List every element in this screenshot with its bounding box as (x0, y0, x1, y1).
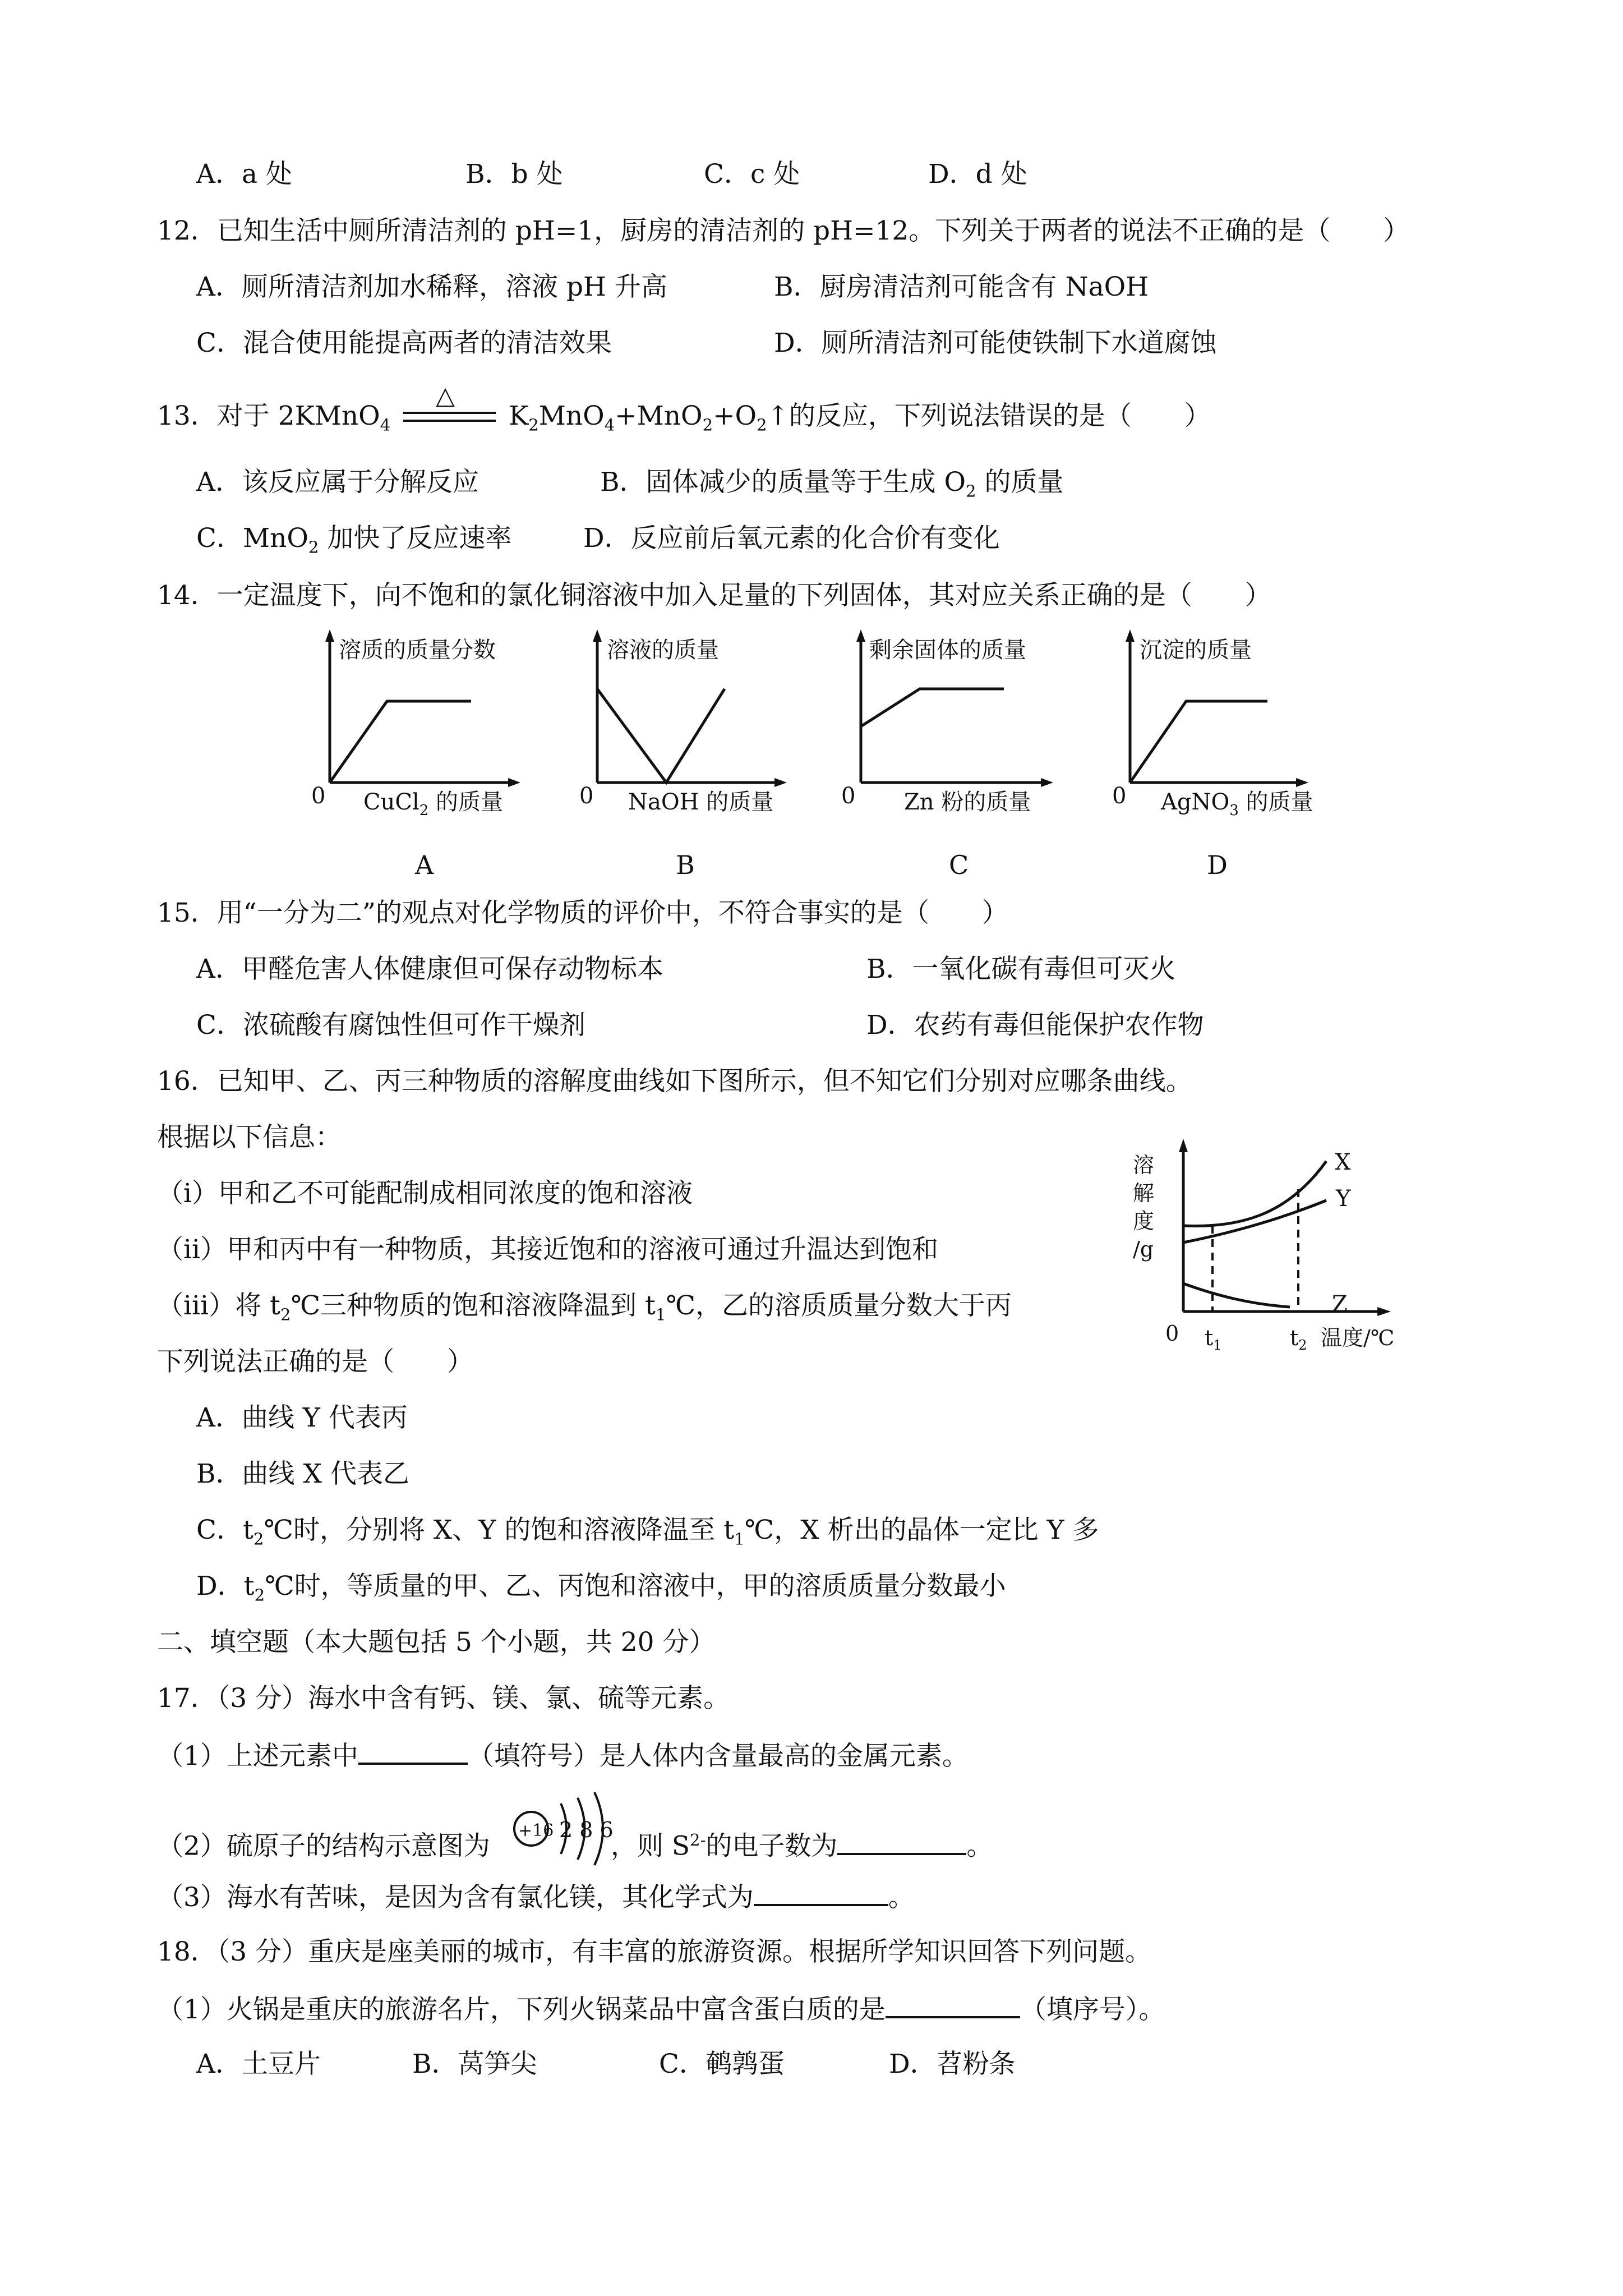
graph-b-curve (597, 689, 725, 783)
q18-option-d: D．苕粉条 (889, 2049, 1016, 2079)
q13-tail: ↑的反应，下列说法错误的是（ ） (767, 401, 1211, 431)
solubility-x-arrow (1377, 1307, 1391, 1316)
q17-part-3: （3）海水有苦味，是因为含有氯化镁，其化学式为 。 (157, 1879, 915, 1915)
q13-option-b: B．固体减少的质量等于生成 $O_2$ 的质量 (600, 467, 1064, 501)
graph-d-x-arrow (1296, 778, 1308, 787)
q16-info-2: （ⅱ）甲和丙中有一种物质，其接近饱和的溶液可通过升温达到饱和 (157, 1234, 939, 1265)
curve-z (1183, 1283, 1290, 1307)
q17-blank-3[interactable] (754, 1879, 888, 1906)
q11-option-d: D．d 处 (928, 159, 1027, 190)
atom-shell-electrons: 2 8 6 (559, 1818, 614, 1842)
graph-a-x-arrow (508, 778, 520, 787)
graph-d-curve (1130, 701, 1267, 783)
q18-option-b: B．莴笋尖 (412, 2049, 537, 2079)
q12-stem: 12．已知生活中厕所清洁剂的 pH=1，厨房的清洁剂的 pH=12。下列关于两者的说法不正确的是（ ） (157, 215, 1410, 246)
q13-arrow (403, 381, 496, 432)
solubility-ylabel-4: /g (1133, 1237, 1154, 1262)
q16-option-b: B．曲线 X 代表乙 (196, 1458, 409, 1489)
graph-b-xlabel: NaOH 的质量 (628, 789, 774, 815)
q14-graph-a (311, 629, 520, 819)
q13-lhs: 13．对于 2KMnO (157, 401, 380, 431)
curve-y-label: Y (1336, 1186, 1351, 1212)
graph-a-y-arrow (325, 629, 334, 642)
q13-option-c: C．MnO$_2$ 加快了反应速率 (196, 523, 512, 557)
q12-option-a: A．厕所清洁剂加水稀释，溶液 pH 升高 (196, 272, 667, 302)
graph-d-xlabel: AgNO$_3$ 的质量 (1161, 789, 1313, 819)
q16-solubility-graph (1133, 1133, 1424, 1369)
tick-t2: $t_2$ (1290, 1326, 1307, 1353)
atom-nucleus-label: +16 (518, 1821, 554, 1841)
q17-stem: 17．（3 分）海水中含有钙、镁、氯、硫等元素。 (157, 1683, 730, 1714)
q13-lhs-sub: 4 (380, 415, 391, 435)
curve-z-label: Z (1332, 1291, 1348, 1317)
q11-option-a: A．a 处 (196, 159, 292, 190)
graph-a-curve (330, 701, 471, 783)
graph-b-letter: B (676, 850, 695, 880)
graph-a-origin: 0 (311, 783, 326, 809)
graph-c-ylabel: 剩余固体的质量 (869, 637, 1026, 663)
q18-part-1: （1）火锅是重庆的旅游名片，下列火锅菜品中富含蛋白质的是 （填序号）。 (157, 1991, 1165, 2027)
q17-part-2: （2）硫原子的结构示意图为 ，则 $S^{2-}$的电子数为 。 (157, 1823, 993, 1864)
q12-option-c: C．混合使用能提高两者的清洁效果 (196, 328, 612, 358)
solubility-ylabel-2: 解 (1133, 1181, 1155, 1205)
graph-b-origin: 0 (579, 783, 594, 809)
graph-c-y-arrow (856, 629, 865, 642)
q16-ask: 下列说法正确的是（ ） (157, 1346, 473, 1377)
q15-option-b: B．一氧化碳有毒但可灭火 (866, 954, 1176, 984)
q11-option-b: B．b 处 (465, 159, 563, 190)
q13-heat-symbol: △ (436, 381, 455, 410)
q15-option-a: A．甲醛危害人体健康但可保存动物标本 (196, 954, 663, 984)
q18-stem: 18．（3 分）重庆是座美丽的城市，有丰富的旅游资源。根据所学知识回答下列问题。 (157, 1936, 1152, 1967)
q13-stem (157, 381, 1211, 441)
q15-stem: 15．用“一分为二”的观点对化学物质的评价中，不符合事实的是（ ） (157, 898, 1008, 928)
q16-stem: 16．已知甲、乙、丙三种物质的溶解度曲线如下图所示，但不知它们分别对应哪条曲线。 (157, 1066, 1192, 1097)
q14-graph-b (579, 629, 787, 815)
q12-option-b: B．厨房清洁剂可能含有 NaOH (774, 272, 1149, 302)
solubility-ylabel-3: 度 (1133, 1209, 1155, 1234)
graph-b-x-arrow (774, 778, 787, 787)
curve-x-label: X (1335, 1149, 1351, 1175)
graph-b-ylabel: 溶液的质量 (607, 637, 719, 663)
graph-a-letter: A (415, 850, 434, 880)
q15-option-c: C．浓硫酸有腐蚀性但可作干燥剂 (196, 1010, 585, 1041)
graph-b-y-arrow (593, 629, 602, 642)
graph-d-origin: 0 (1112, 783, 1127, 809)
q13-rhs: $K_2MnO_4+MnO_2+O_2$ (509, 401, 767, 435)
curve-x (1183, 1161, 1326, 1226)
q13-option-d: D．反应前后氧元素的化合价有变化 (583, 523, 1000, 554)
graph-c-origin: 0 (841, 783, 856, 809)
graph-c-curve (861, 689, 1004, 726)
solubility-ylabel-1: 溶 (1133, 1153, 1155, 1177)
graph-d-y-arrow (1126, 629, 1135, 642)
q17-blank-2[interactable] (837, 1828, 966, 1855)
q17-part-1: （1）上述元素中 （填符号）是人体内含量最高的金属元素。 (157, 1738, 969, 1773)
q18-option-a: A．土豆片 (196, 2049, 321, 2079)
graph-d-ylabel: 沉淀的质量 (1140, 637, 1252, 663)
solubility-xlabel: 温度/℃ (1321, 1326, 1395, 1350)
solubility-origin: 0 (1165, 1321, 1179, 1346)
q16-option-c: C．$t_2℃$时，分别将 X、Y 的饱和溶液降温至 $t_1℃$，X 析出的晶体一定比 Y 多 (196, 1515, 1099, 1549)
q12-option-d: D．厕所清洁剂可能使铁制下水道腐蚀 (774, 328, 1217, 358)
q16-option-a: A．曲线 Y 代表丙 (196, 1402, 408, 1433)
q14-stem: 14．一定温度下，向不饱和的氯化铜溶液中加入足量的下列固体，其对应关系正确的是（ ） (157, 580, 1271, 611)
graph-d-letter: D (1207, 850, 1228, 880)
q15-option-d: D．农药有毒但能保护农作物 (866, 1010, 1204, 1041)
q13-equals-line-1 (403, 412, 496, 414)
q14-graph-d (1112, 629, 1313, 819)
curve-y (1183, 1200, 1326, 1243)
q16-option-d: D．$t_2℃$时，等质量的甲、乙、丙饱和溶液中，甲的溶质质量分数最小 (196, 1571, 1006, 1605)
q16-intro: 根据以下信息： (157, 1122, 342, 1153)
tick-t1: $t_1$ (1205, 1326, 1222, 1353)
graph-a-ylabel: 溶质的质量分数 (339, 637, 496, 663)
q16-info-1: （ⅰ）甲和乙不可能配制成相同浓度的饱和溶液 (157, 1178, 693, 1209)
solubility-y-arrow (1179, 1139, 1188, 1152)
q16-info-3: （ⅲ）将 $t_2℃$三种物质的饱和溶液降温到 $t_1℃$，乙的溶质质量分数大于丙 (157, 1290, 1012, 1324)
q14-graph-c (841, 629, 1053, 815)
graph-c-x-arrow (1041, 778, 1053, 787)
q13-option-a: A．该反应属于分解反应 (196, 467, 479, 498)
q18-option-c: C．鹌鹑蛋 (659, 2049, 785, 2079)
graph-a-xlabel: CuCl$_2$ 的质量 (363, 789, 504, 819)
q13-equals-line-2 (403, 420, 496, 422)
q18-blank-1[interactable] (886, 1991, 1020, 2018)
section-2-title: 二、填空题（本大题包括 5 个小题，共 20 分） (157, 1627, 716, 1658)
graph-c-xlabel: Zn 粉的质量 (904, 789, 1031, 815)
q11-option-c: C．c 处 (704, 159, 800, 190)
q17-blank-1[interactable] (358, 1738, 468, 1765)
graph-c-letter: C (949, 850, 969, 880)
